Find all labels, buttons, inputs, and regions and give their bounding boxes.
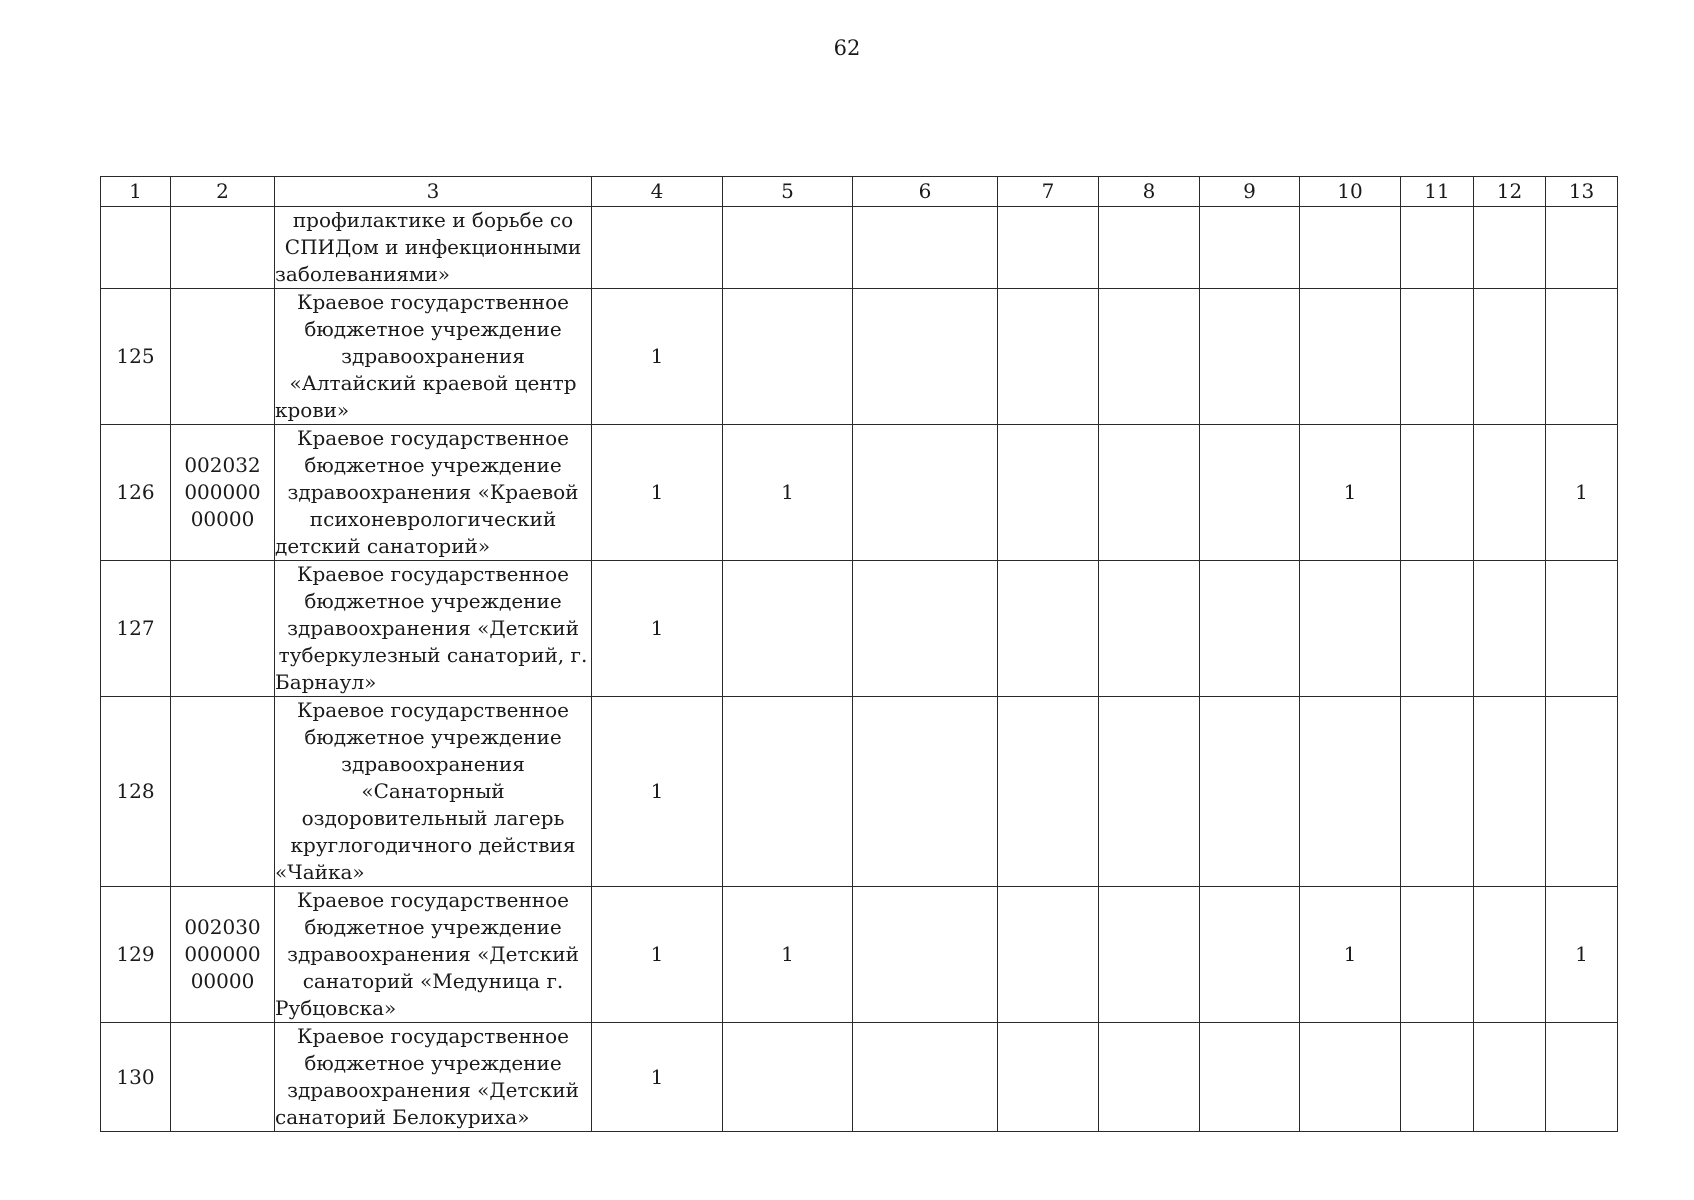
- value-cell-col-10: [1300, 561, 1401, 697]
- header-cell-2: 2: [171, 177, 275, 207]
- code-line: 002032: [184, 453, 261, 477]
- value-cell-col-8: [1099, 289, 1200, 425]
- value-cell-col-6: [853, 887, 998, 1023]
- code-cell: [171, 207, 275, 289]
- code-cell: [171, 561, 275, 697]
- value-cell-col-13: [1546, 1023, 1618, 1132]
- header-cell-5: 5: [723, 177, 853, 207]
- table-row: [101, 561, 1618, 697]
- value-cell-col-12: [1474, 887, 1546, 1023]
- header-cell-11: 11: [1401, 177, 1474, 207]
- value-cell-col-7: [998, 289, 1099, 425]
- header-cell-13: 13: [1546, 177, 1618, 207]
- value-cell-col-13: [1546, 207, 1618, 289]
- value-cell-col-11: [1401, 289, 1474, 425]
- value-cell-col-13: 1: [1546, 425, 1618, 561]
- value-cell-col-4: [592, 207, 723, 289]
- value-cell-col-6: [853, 289, 998, 425]
- header-cell-6: 6: [853, 177, 998, 207]
- header-cell-7: 7: [998, 177, 1099, 207]
- register-table: [100, 176, 1618, 1132]
- row-number-cell: 130: [101, 1023, 171, 1132]
- value-cell-col-10: [1300, 1023, 1401, 1132]
- value-cell-col-5: [723, 289, 853, 425]
- value-cell-col-8: [1099, 887, 1200, 1023]
- value-cell-col-9: [1200, 425, 1300, 561]
- value-cell-col-13: [1546, 289, 1618, 425]
- code-line: 000000: [184, 480, 261, 504]
- value-cell-col-12: [1474, 1023, 1546, 1132]
- value-cell-col-13: 1: [1546, 887, 1618, 1023]
- header-cell-12: 12: [1474, 177, 1546, 207]
- institution-name-cell: Краевое государственное бюджетное учреждение здравоохранения «Санаторный оздоровительный лагерь круглогодичного действия «Чайка»: [275, 697, 592, 887]
- value-cell-col-12: [1474, 207, 1546, 289]
- value-cell-col-10: 1: [1300, 887, 1401, 1023]
- value-cell-col-9: [1200, 697, 1300, 887]
- value-cell-col-11: [1401, 425, 1474, 561]
- code-line: 000000: [184, 942, 261, 966]
- value-cell-col-4: 1: [592, 697, 723, 887]
- header-cell-3: 3: [275, 177, 592, 207]
- code-cell: [171, 697, 275, 887]
- value-cell-col-4: 1: [592, 887, 723, 1023]
- header-cell-8: 8: [1099, 177, 1200, 207]
- value-cell-col-12: [1474, 697, 1546, 887]
- institution-name-cell: Краевое государственное бюджетное учреждение здравоохранения «Детский санаторий Белокуриха»: [275, 1023, 592, 1132]
- row-number-cell: 126: [101, 425, 171, 561]
- value-cell-col-10: 1: [1300, 425, 1401, 561]
- institution-name-cell: Краевое государственное бюджетное учреждение здравоохранения «Краевой психоневрологический детский санаторий»: [275, 425, 592, 561]
- value-cell-col-9: [1200, 561, 1300, 697]
- row-number-cell: 128: [101, 697, 171, 887]
- code-line: 00000: [190, 507, 255, 531]
- table-row: [101, 425, 1618, 561]
- row-number-cell: [101, 207, 171, 289]
- page-number: 62: [833, 36, 861, 60]
- row-number-cell: 125: [101, 289, 171, 425]
- header-cell-10: 10: [1300, 177, 1401, 207]
- value-cell-col-7: [998, 887, 1099, 1023]
- value-cell-col-10: [1300, 697, 1401, 887]
- table-row: [101, 1023, 1618, 1132]
- value-cell-col-10: [1300, 207, 1401, 289]
- value-cell-col-4: 1: [592, 1023, 723, 1132]
- value-cell-col-12: [1474, 289, 1546, 425]
- table-row: [101, 207, 1618, 289]
- value-cell-col-6: [853, 425, 998, 561]
- value-cell-col-8: [1099, 697, 1200, 887]
- value-cell-col-7: [998, 697, 1099, 887]
- value-cell-col-5: [723, 207, 853, 289]
- code-line: 00000: [190, 969, 255, 993]
- value-cell-col-7: [998, 207, 1099, 289]
- value-cell-col-9: [1200, 1023, 1300, 1132]
- value-cell-col-11: [1401, 697, 1474, 887]
- value-cell-col-6: [853, 561, 998, 697]
- value-cell-col-7: [998, 561, 1099, 697]
- table-row: [101, 887, 1618, 1023]
- value-cell-col-5: [723, 561, 853, 697]
- code-line: 002030: [184, 915, 261, 939]
- value-cell-col-8: [1099, 425, 1200, 561]
- header-cell-9: 9: [1200, 177, 1300, 207]
- value-cell-col-8: [1099, 561, 1200, 697]
- value-cell-col-4: 1: [592, 289, 723, 425]
- value-cell-col-5: 1: [723, 887, 853, 1023]
- value-cell-col-9: [1200, 207, 1300, 289]
- value-cell-col-11: [1401, 1023, 1474, 1132]
- value-cell-col-4: 1: [592, 425, 723, 561]
- value-cell-col-7: [998, 1023, 1099, 1132]
- institution-name-cell: Краевое государственное бюджетное учреждение здравоохранения «Алтайский краевой центр крови»: [275, 289, 592, 425]
- institution-name-cell: профилактике и борьбе со СПИДом и инфекционными заболеваниями»: [275, 207, 592, 289]
- value-cell-col-8: [1099, 207, 1200, 289]
- table-row: [101, 289, 1618, 425]
- code-cell: [171, 289, 275, 425]
- value-cell-col-11: [1401, 887, 1474, 1023]
- institution-name-cell: Краевое государственное бюджетное учреждение здравоохранения «Детский туберкулезный санаторий, г. Барнаул»: [275, 561, 592, 697]
- value-cell-col-9: [1200, 887, 1300, 1023]
- value-cell-col-9: [1200, 289, 1300, 425]
- value-cell-col-11: [1401, 207, 1474, 289]
- value-cell-col-12: [1474, 561, 1546, 697]
- value-cell-col-6: [853, 1023, 998, 1132]
- value-cell-col-7: [998, 425, 1099, 561]
- row-number-cell: 129: [101, 887, 171, 1023]
- code-cell: [171, 887, 275, 1023]
- value-cell-col-12: [1474, 425, 1546, 561]
- value-cell-col-4: 1: [592, 561, 723, 697]
- row-number-cell: 127: [101, 561, 171, 697]
- value-cell-col-6: [853, 207, 998, 289]
- header-row: [101, 177, 1618, 207]
- value-cell-col-5: [723, 1023, 853, 1132]
- value-cell-col-8: [1099, 1023, 1200, 1132]
- header-cell-4: 4: [592, 177, 723, 207]
- table-row: [101, 697, 1618, 887]
- value-cell-col-6: [853, 697, 998, 887]
- value-cell-col-13: [1546, 697, 1618, 887]
- value-cell-col-13: [1546, 561, 1618, 697]
- institution-name-cell: Краевое государственное бюджетное учреждение здравоохранения «Детский санаторий «Медуница г. Рубцовска»: [275, 887, 592, 1023]
- value-cell-col-10: [1300, 289, 1401, 425]
- value-cell-col-11: [1401, 561, 1474, 697]
- code-cell: [171, 1023, 275, 1132]
- table-body: [101, 207, 1618, 1132]
- value-cell-col-5: 1: [723, 425, 853, 561]
- code-cell: [171, 425, 275, 561]
- header-cell-1: 1: [101, 177, 171, 207]
- value-cell-col-5: [723, 697, 853, 887]
